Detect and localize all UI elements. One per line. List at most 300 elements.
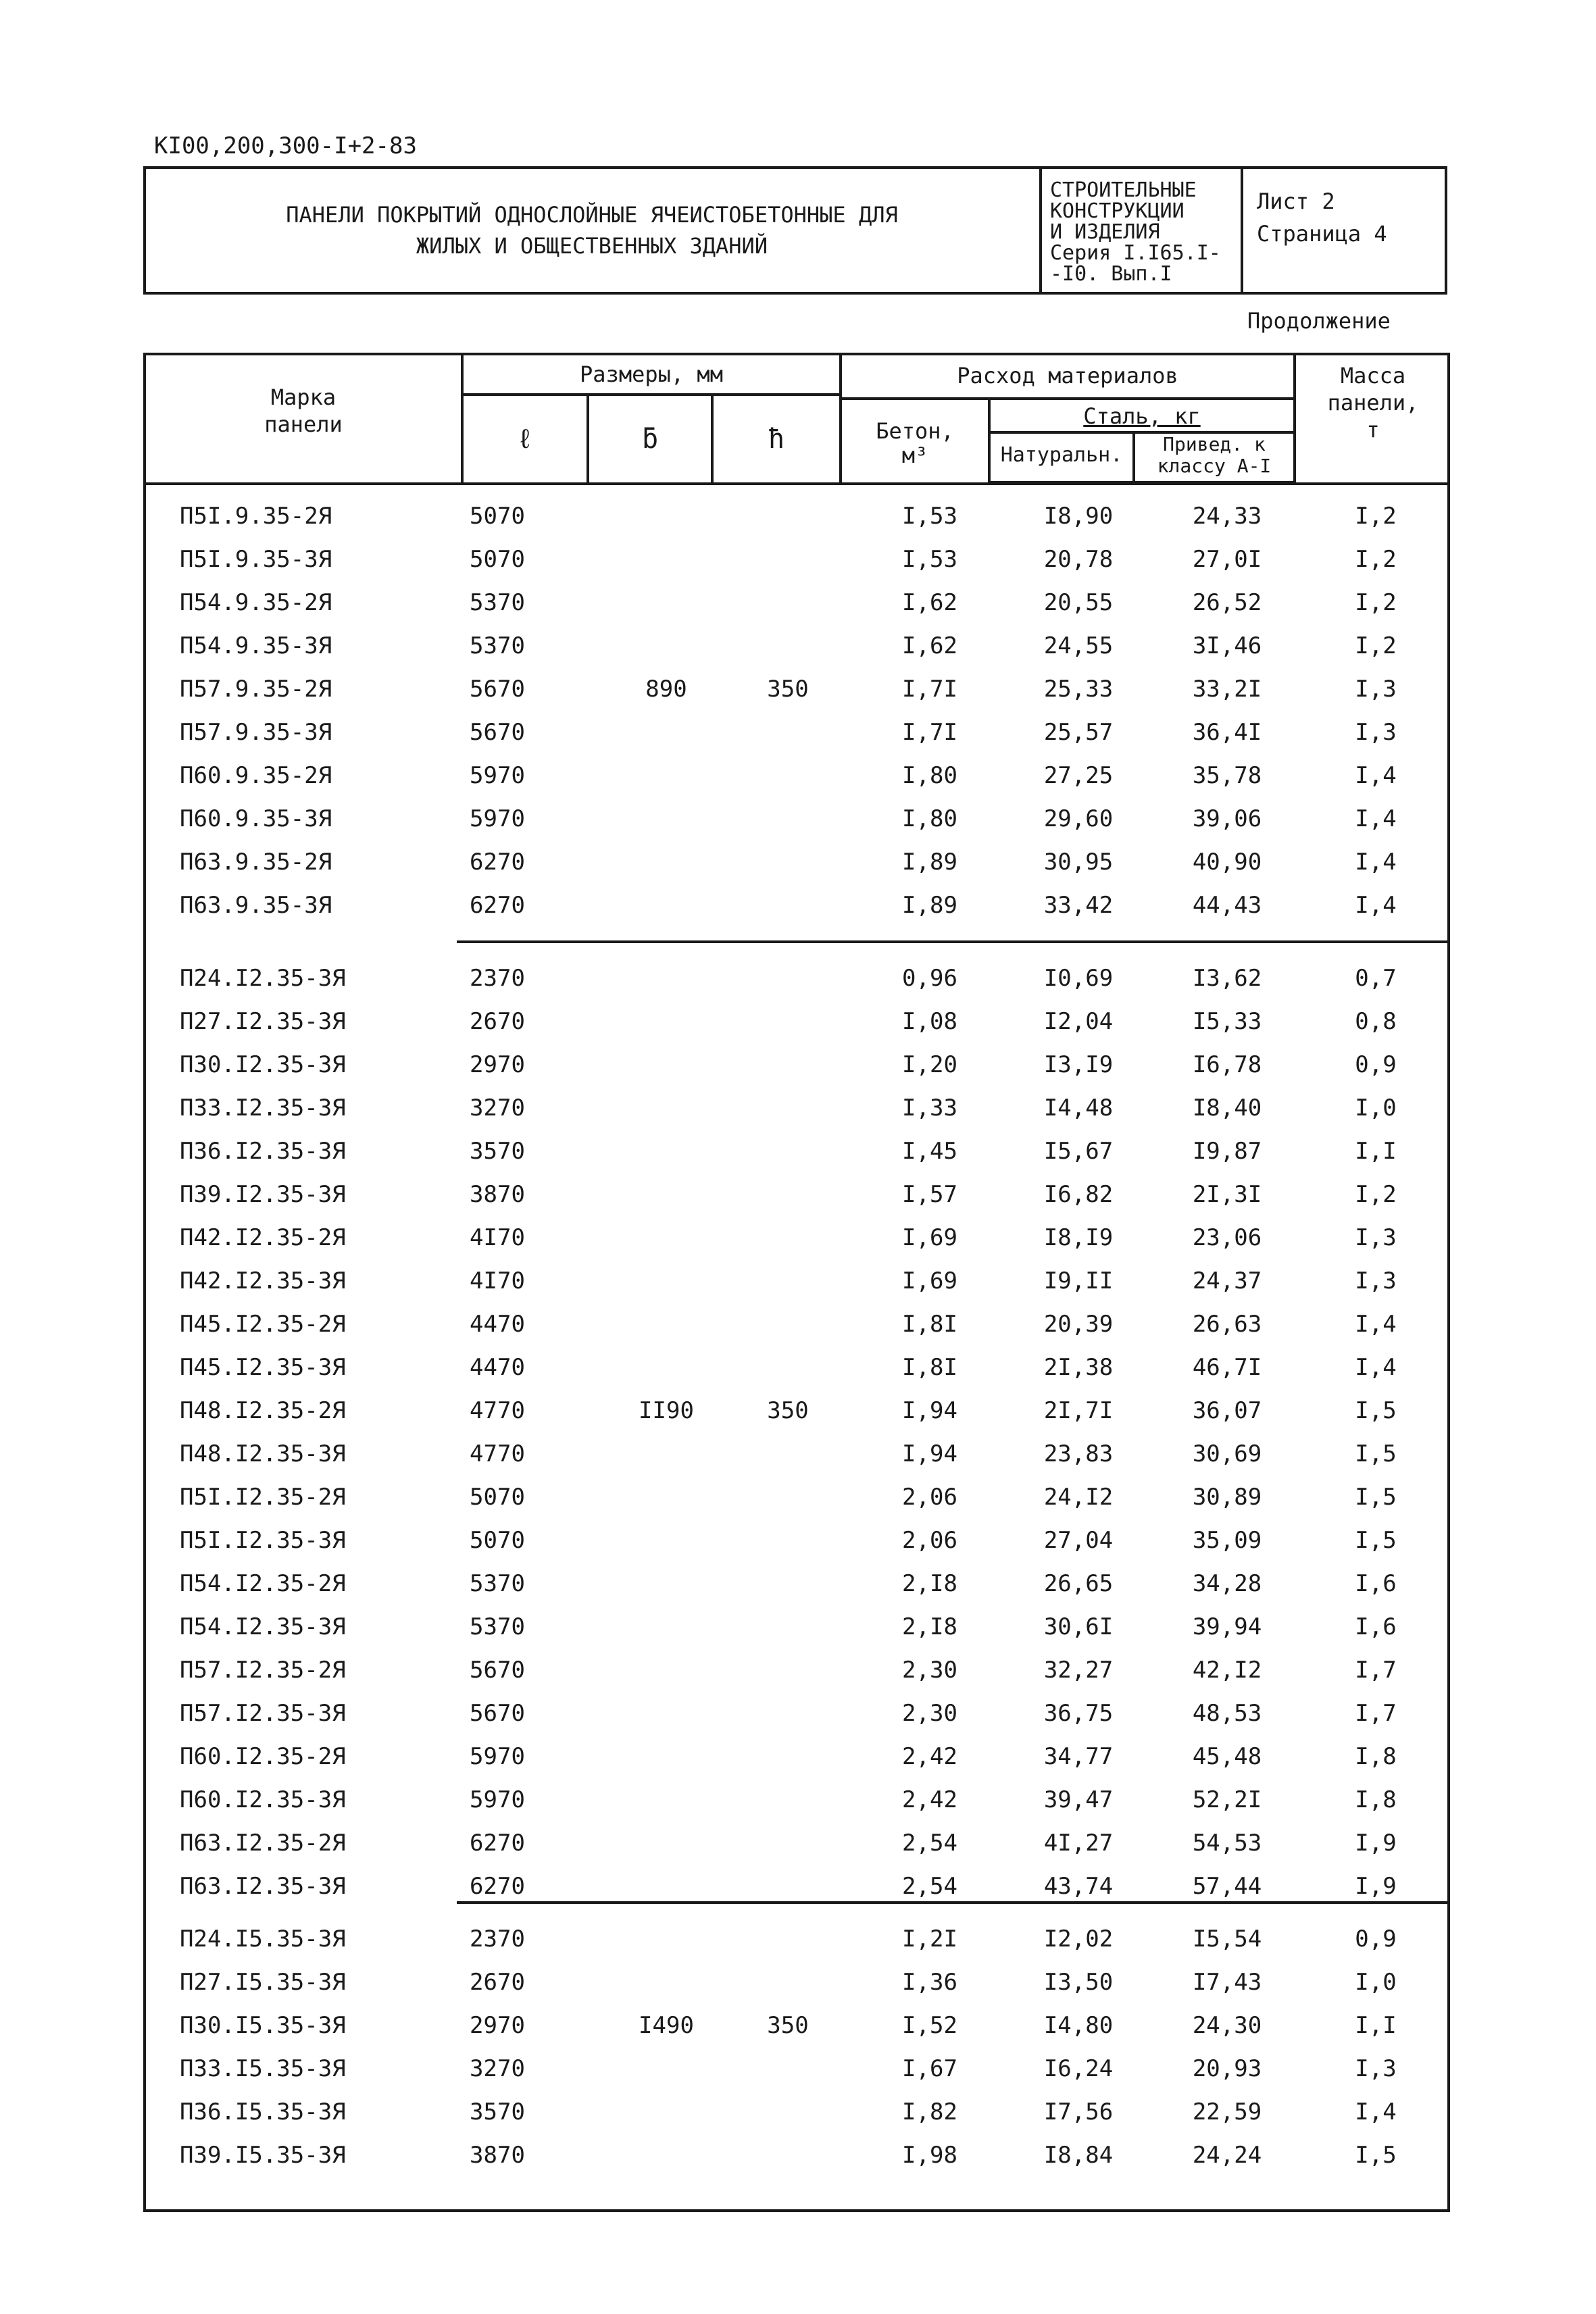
concrete-volume: I,7I [902, 719, 957, 746]
group-dimensions [146, 668, 1447, 711]
table-row [146, 1821, 1447, 1865]
concrete-volume: I,94 [902, 1440, 957, 1467]
panel-mass: I,8 [1355, 1743, 1397, 1770]
table-row [146, 884, 1447, 927]
panel-mass: 0,9 [1355, 1926, 1397, 1953]
page-number: Страница 4 [1257, 221, 1387, 247]
table-row [146, 495, 1447, 538]
title-line-1: ПАНЕЛИ ПОКРЫТИЙ ОДНОСЛОЙНЫЕ ЯЧЕИСТОБЕТОННЫЕ ДЛЯ [286, 202, 898, 228]
panel-length: 2670 [470, 1969, 525, 1996]
steel-reduced: I6,78 [1192, 1051, 1262, 1078]
panel-length: 4770 [470, 1440, 525, 1467]
table-row [146, 2047, 1447, 2090]
document-code: KI00,200,300-I+2-83 [154, 132, 417, 159]
steel-reduced: 27,0I [1192, 546, 1262, 573]
panel-width: 890 [645, 676, 687, 703]
steel-reduced: 24,30 [1192, 2012, 1262, 2039]
panel-length: 5670 [470, 676, 525, 703]
steel-reduced: I8,40 [1192, 1095, 1262, 1122]
steel-natural: 43,74 [1043, 1873, 1114, 1900]
panel-mass: I,4 [1355, 849, 1397, 876]
concrete-volume: 2,06 [902, 1484, 957, 1511]
table-row [146, 1043, 1447, 1086]
table-row [146, 1086, 1447, 1130]
panel-length: 5970 [470, 805, 525, 832]
concrete-volume: I,62 [902, 632, 957, 659]
panel-mark: П42.I2.35-3Я [180, 1267, 346, 1294]
panel-mark: П54.I2.35-2Я [180, 1570, 346, 1597]
concrete-volume: I,62 [902, 589, 957, 616]
steel-reduced: 54,53 [1192, 1830, 1262, 1857]
steel-reduced: 40,90 [1192, 849, 1262, 876]
series-line-2: КОНСТРУКЦИИ [1050, 199, 1184, 223]
panel-mark: П24.I2.35-3Я [180, 965, 346, 992]
steel-natural: 27,04 [1043, 1527, 1114, 1554]
header-sizes: Размеры, мм [580, 361, 723, 387]
continuation-label: Продолжение [1247, 308, 1391, 334]
panel-mass: I,9 [1355, 1830, 1397, 1857]
steel-natural: 2I,38 [1043, 1354, 1114, 1381]
table-row [146, 840, 1447, 884]
panel-length: 6270 [470, 1873, 525, 1900]
title-block [143, 166, 1447, 295]
panel-mark: П54.9.35-3Я [180, 632, 332, 659]
concrete-volume: I,53 [902, 503, 957, 530]
panel-mark: П63.I2.35-2Я [180, 1830, 346, 1857]
concrete-volume: I,45 [902, 1138, 957, 1165]
concrete-volume: I,08 [902, 1008, 957, 1035]
document-title [146, 169, 1038, 292]
steel-reduced: 35,78 [1192, 762, 1262, 789]
panel-mass: I,3 [1355, 1224, 1397, 1251]
group-divider [457, 940, 1450, 943]
panel-length: 4470 [470, 1354, 525, 1381]
concrete-volume: I,7I [902, 676, 957, 703]
concrete-volume: I,94 [902, 1397, 957, 1424]
panel-length: 2370 [470, 1926, 525, 1953]
steel-reduced: 57,44 [1192, 1873, 1262, 1900]
concrete-volume: I,8I [902, 1354, 957, 1381]
panel-mass: I,2 [1355, 546, 1397, 573]
panel-length: 3870 [470, 2142, 525, 2169]
steel-reduced: 52,2I [1192, 1786, 1262, 1813]
steel-natural: I3,I9 [1043, 1051, 1114, 1078]
steel-natural: 30,95 [1043, 849, 1114, 876]
table-row [146, 1476, 1447, 1519]
steel-reduced: 23,06 [1192, 1224, 1262, 1251]
series-line-1: СТРОИТЕЛЬНЫЕ [1050, 178, 1197, 202]
panel-length: 5970 [470, 1743, 525, 1770]
series-info [1039, 169, 1243, 292]
panel-mass: I,2 [1355, 632, 1397, 659]
steel-reduced: 42,I2 [1192, 1657, 1262, 1684]
table-row [146, 1130, 1447, 1173]
concrete-volume: I,53 [902, 546, 957, 573]
panel-mark: П5I.9.35-2Я [180, 503, 332, 530]
table-row [146, 1778, 1447, 1821]
steel-natural: 2I,7I [1043, 1397, 1114, 1424]
steel-reduced: I3,62 [1192, 965, 1262, 992]
concrete-volume: 2,06 [902, 1527, 957, 1554]
steel-reduced: 26,63 [1192, 1311, 1262, 1338]
steel-reduced: 44,43 [1192, 892, 1262, 919]
panel-length: 4I70 [470, 1224, 525, 1251]
panel-mass: I,4 [1355, 805, 1397, 832]
panel-mark: П5I.I2.35-2Я [180, 1484, 346, 1511]
panel-mark: П57.I2.35-3Я [180, 1700, 346, 1727]
steel-reduced: 20,93 [1192, 2055, 1262, 2082]
steel-reduced: 26,52 [1192, 589, 1262, 616]
panel-mass: 0,8 [1355, 1008, 1397, 1035]
panel-length: 6270 [470, 892, 525, 919]
sheet-info [1257, 185, 1387, 250]
panel-mass: I,4 [1355, 2098, 1397, 2126]
steel-natural: I8,90 [1043, 503, 1114, 530]
concrete-volume: I,80 [902, 762, 957, 789]
panel-mark: П5I.9.35-3Я [180, 546, 332, 573]
steel-natural: I4,80 [1043, 2012, 1114, 2039]
concrete-volume: 2,54 [902, 1873, 957, 1900]
concrete-volume: I,36 [902, 1969, 957, 1996]
header-mass: Масса панели, т [1327, 363, 1419, 443]
steel-natural: I3,50 [1043, 1969, 1114, 1996]
concrete-volume: 2,30 [902, 1700, 957, 1727]
concrete-volume: I,57 [902, 1181, 957, 1208]
panel-mark: П57.9.35-3Я [180, 719, 332, 746]
table-row [146, 754, 1447, 797]
panel-mark: П45.I2.35-2Я [180, 1311, 346, 1338]
panel-mark: П24.I5.35-3Я [180, 1926, 346, 1953]
header-concrete: Бетон, м³ [876, 418, 954, 468]
steel-reduced: 48,53 [1192, 1700, 1262, 1727]
panel-mark: П60.9.35-2Я [180, 762, 332, 789]
panel-length: 3870 [470, 1181, 525, 1208]
panel-mark: П27.I5.35-3Я [180, 1969, 346, 1996]
panel-mass: I,2 [1355, 1181, 1397, 1208]
header-natural: Натуральн. [1000, 443, 1123, 467]
steel-natural: 20,39 [1043, 1311, 1114, 1338]
steel-natural: 34,77 [1043, 1743, 1114, 1770]
sheet-number: Лист 2 [1257, 188, 1335, 214]
panel-mass: I,I [1355, 1138, 1397, 1165]
steel-natural: 39,47 [1043, 1786, 1114, 1813]
panel-length: 5670 [470, 719, 525, 746]
steel-natural: 25,57 [1043, 719, 1114, 746]
panel-length: 3570 [470, 1138, 525, 1165]
steel-natural: 27,25 [1043, 762, 1114, 789]
panel-mass: I,6 [1355, 1570, 1397, 1597]
panel-mark: П30.I5.35-3Я [180, 2012, 346, 2039]
series-line-3: И ИЗДЕЛИЯ [1050, 220, 1160, 244]
steel-reduced: 45,48 [1192, 1743, 1262, 1770]
panel-length: 5370 [470, 589, 525, 616]
steel-natural: I2,02 [1043, 1926, 1114, 1953]
concrete-volume: I,2I [902, 1926, 957, 1953]
steel-natural: 26,65 [1043, 1570, 1114, 1597]
panel-length: 5370 [470, 632, 525, 659]
panel-length: 5670 [470, 1700, 525, 1727]
steel-reduced: I5,54 [1192, 1926, 1262, 1953]
panel-mark: П30.I2.35-3Я [180, 1051, 346, 1078]
steel-natural: I6,24 [1043, 2055, 1114, 2082]
panel-mark: П39.I2.35-3Я [180, 1181, 346, 1208]
panel-mark: П33.I5.35-3Я [180, 2055, 346, 2082]
table-row [146, 624, 1447, 668]
panel-height: 350 [767, 676, 809, 703]
panel-length: 5370 [470, 1613, 525, 1640]
steel-natural: I6,82 [1043, 1181, 1114, 1208]
steel-reduced: I5,33 [1192, 1008, 1262, 1035]
panel-mark: П42.I2.35-2Я [180, 1224, 346, 1251]
steel-reduced: 24,37 [1192, 1267, 1262, 1294]
panel-mass: I,8 [1355, 1786, 1397, 1813]
table-row [146, 538, 1447, 581]
header-height: ħ [768, 424, 785, 455]
table-row [146, 1917, 1447, 1961]
panel-length: 2970 [470, 1051, 525, 1078]
panel-mass: I,6 [1355, 1613, 1397, 1640]
panel-length: 2370 [470, 965, 525, 992]
panel-length: 4470 [470, 1311, 525, 1338]
panel-mark: П57.I2.35-2Я [180, 1657, 346, 1684]
steel-reduced: 36,07 [1192, 1397, 1262, 1424]
divider [146, 482, 1447, 485]
steel-natural: 24,I2 [1043, 1484, 1114, 1511]
steel-natural: I8,84 [1043, 2142, 1114, 2169]
panel-mark: П48.I2.35-3Я [180, 1440, 346, 1467]
steel-natural: I4,48 [1043, 1095, 1114, 1122]
concrete-volume: I,89 [902, 892, 957, 919]
panel-mass: I,0 [1355, 1969, 1397, 1996]
table-row [146, 1000, 1447, 1043]
panel-height: 350 [767, 2012, 809, 2039]
series-line-5: -I0. Вып.I [1050, 262, 1172, 286]
divider [461, 393, 842, 396]
panel-mass: I,9 [1355, 1873, 1397, 1900]
steel-natural: I2,04 [1043, 1008, 1114, 1035]
table-row [146, 1865, 1447, 1908]
panel-mass: 0,9 [1355, 1051, 1397, 1078]
panel-length: 5070 [470, 1484, 525, 1511]
concrete-volume: 2,54 [902, 1830, 957, 1857]
panel-mass: I,4 [1355, 1354, 1397, 1381]
panel-mark: П57.9.35-2Я [180, 676, 332, 703]
header-steel: Сталь, кг [1083, 403, 1201, 429]
panel-mass: I,5 [1355, 1397, 1397, 1424]
panel-mark: П45.I2.35-3Я [180, 1354, 346, 1381]
panel-mass: I,5 [1355, 1484, 1397, 1511]
panel-mass: I,5 [1355, 1527, 1397, 1554]
concrete-volume: I,52 [902, 2012, 957, 2039]
header-reduced: Привед. к классу А-I [1157, 433, 1272, 477]
panel-length: 5970 [470, 762, 525, 789]
panel-mark: П60.9.35-3Я [180, 805, 332, 832]
steel-reduced: 33,2I [1192, 676, 1262, 703]
steel-reduced: 3I,46 [1192, 632, 1262, 659]
panel-length: 6270 [470, 849, 525, 876]
steel-reduced: I9,87 [1192, 1138, 1262, 1165]
panel-length: 5370 [470, 1570, 525, 1597]
steel-natural: I0,69 [1043, 965, 1114, 992]
panel-height: 350 [767, 1397, 809, 1424]
panel-mark: П54.I2.35-3Я [180, 1613, 346, 1640]
series-line-4: Серия I.I65.I- [1050, 241, 1221, 265]
panel-mass: I,7 [1355, 1657, 1397, 1684]
table-row [146, 957, 1447, 1000]
concrete-volume: 2,42 [902, 1743, 957, 1770]
panel-length: 3570 [470, 2098, 525, 2126]
table-row [146, 581, 1447, 624]
table-row [146, 711, 1447, 754]
panel-length: 5070 [470, 546, 525, 573]
steel-reduced: 22,59 [1192, 2098, 1262, 2126]
steel-reduced: 34,28 [1192, 1570, 1262, 1597]
steel-reduced: 30,69 [1192, 1440, 1262, 1467]
steel-natural: 25,33 [1043, 676, 1114, 703]
panel-mass: I,2 [1355, 503, 1397, 530]
panel-mass: I,4 [1355, 1311, 1397, 1338]
panel-width: II90 [639, 1397, 694, 1424]
panel-length: 3270 [470, 1095, 525, 1122]
table-row [146, 1692, 1447, 1735]
steel-reduced: 30,89 [1192, 1484, 1262, 1511]
panel-length: 6270 [470, 1830, 525, 1857]
concrete-volume: 2,42 [902, 1786, 957, 1813]
steel-natural: 20,78 [1043, 546, 1114, 573]
steel-reduced: 46,7I [1192, 1354, 1262, 1381]
table-row [146, 1519, 1447, 1562]
concrete-volume: I,69 [902, 1267, 957, 1294]
table-row [146, 1216, 1447, 1259]
panel-mark: П63.9.35-2Я [180, 849, 332, 876]
header-materials: Расход материалов [957, 363, 1178, 388]
panel-mass: I,3 [1355, 719, 1397, 746]
steel-natural: 4I,27 [1043, 1830, 1114, 1857]
group-dimensions [146, 2004, 1447, 2047]
panel-mark: П39.I5.35-3Я [180, 2142, 346, 2169]
panel-mass: I,5 [1355, 2142, 1397, 2169]
concrete-volume: I,67 [902, 2055, 957, 2082]
panel-mark: П27.I2.35-3Я [180, 1008, 346, 1035]
panel-mass: I,3 [1355, 1267, 1397, 1294]
steel-reduced: I7,43 [1192, 1969, 1262, 1996]
concrete-volume: 0,96 [902, 965, 957, 992]
panel-mark: П60.I2.35-3Я [180, 1786, 346, 1813]
concrete-volume: 2,I8 [902, 1613, 957, 1640]
title-line-2: ЖИЛЫХ И ОБЩЕСТВЕННЫХ ЗДАНИЙ [416, 233, 768, 259]
concrete-volume: I,20 [902, 1051, 957, 1078]
steel-reduced: 2I,3I [1192, 1181, 1262, 1208]
steel-reduced: 24,33 [1192, 503, 1262, 530]
steel-reduced: 39,94 [1192, 1613, 1262, 1640]
steel-reduced: 36,4I [1192, 719, 1262, 746]
concrete-volume: 2,I8 [902, 1570, 957, 1597]
steel-natural: 32,27 [1043, 1657, 1114, 1684]
panel-mass: I,4 [1355, 892, 1397, 919]
panel-length: 2670 [470, 1008, 525, 1035]
panel-length: 5070 [470, 1527, 525, 1554]
steel-natural: 33,42 [1043, 892, 1114, 919]
concrete-volume: I,82 [902, 2098, 957, 2126]
table-row [146, 1649, 1447, 1692]
steel-reduced: 39,06 [1192, 805, 1262, 832]
table-row [146, 1961, 1447, 2004]
panel-mark: П33.I2.35-3Я [180, 1095, 346, 1122]
concrete-volume: I,8I [902, 1311, 957, 1338]
table-row [146, 1259, 1447, 1303]
steel-natural: 36,75 [1043, 1700, 1114, 1727]
steel-natural: 29,60 [1043, 805, 1114, 832]
divider [839, 397, 1296, 400]
panel-mass: I,3 [1355, 2055, 1397, 2082]
panel-length: 5670 [470, 1657, 525, 1684]
concrete-volume: I,89 [902, 849, 957, 876]
steel-natural: I8,I9 [1043, 1224, 1114, 1251]
concrete-volume: I,33 [902, 1095, 957, 1122]
panel-mass: I,0 [1355, 1095, 1397, 1122]
table-row [146, 2134, 1447, 2177]
steel-reduced: 24,24 [1192, 2142, 1262, 2169]
panel-mark: П63.I2.35-3Я [180, 1873, 346, 1900]
panel-mass: I,4 [1355, 762, 1397, 789]
steel-natural: I9,II [1043, 1267, 1114, 1294]
table-row [146, 1173, 1447, 1216]
panel-mass: I,2 [1355, 589, 1397, 616]
concrete-volume: I,80 [902, 805, 957, 832]
table-row [146, 1303, 1447, 1346]
panel-width: I490 [639, 2012, 694, 2039]
steel-natural: I5,67 [1043, 1138, 1114, 1165]
panel-length: 5070 [470, 503, 525, 530]
panel-mass: 0,7 [1355, 965, 1397, 992]
table-row [146, 1346, 1447, 1389]
table-row [146, 797, 1447, 840]
panel-length: 4770 [470, 1397, 525, 1424]
steel-natural: 24,55 [1043, 632, 1114, 659]
panel-mark: П36.I5.35-3Я [180, 2098, 346, 2126]
steel-reduced: 35,09 [1192, 1527, 1262, 1554]
steel-natural: 20,55 [1043, 589, 1114, 616]
panel-mass: I,7 [1355, 1700, 1397, 1727]
table-row [146, 1562, 1447, 1605]
header-length: ℓ [516, 424, 533, 455]
materials-table [143, 353, 1450, 2212]
steel-natural: 23,83 [1043, 1440, 1114, 1467]
panel-length: 4I70 [470, 1267, 525, 1294]
panel-mark: П5I.I2.35-3Я [180, 1527, 346, 1554]
table-row [146, 1735, 1447, 1778]
panel-mark: П36.I2.35-3Я [180, 1138, 346, 1165]
panel-mass: I,I [1355, 2012, 1397, 2039]
steel-natural: 30,6I [1043, 1613, 1114, 1640]
panel-mark: П48.I2.35-2Я [180, 1397, 346, 1424]
concrete-volume: I,69 [902, 1224, 957, 1251]
table-row [146, 1605, 1447, 1649]
header-width: ƃ [641, 424, 659, 455]
panel-mass: I,5 [1355, 1440, 1397, 1467]
panel-mark: П60.I2.35-2Я [180, 1743, 346, 1770]
concrete-volume: I,98 [902, 2142, 957, 2169]
panel-length: 3270 [470, 2055, 525, 2082]
group-dimensions [146, 1389, 1447, 1432]
table-row [146, 2090, 1447, 2134]
panel-mass: I,3 [1355, 676, 1397, 703]
header-mark: Марка панели [264, 384, 343, 437]
steel-natural: I7,56 [1043, 2098, 1114, 2126]
table-row [146, 1432, 1447, 1476]
concrete-volume: 2,30 [902, 1657, 957, 1684]
panel-mark: П54.9.35-2Я [180, 589, 332, 616]
